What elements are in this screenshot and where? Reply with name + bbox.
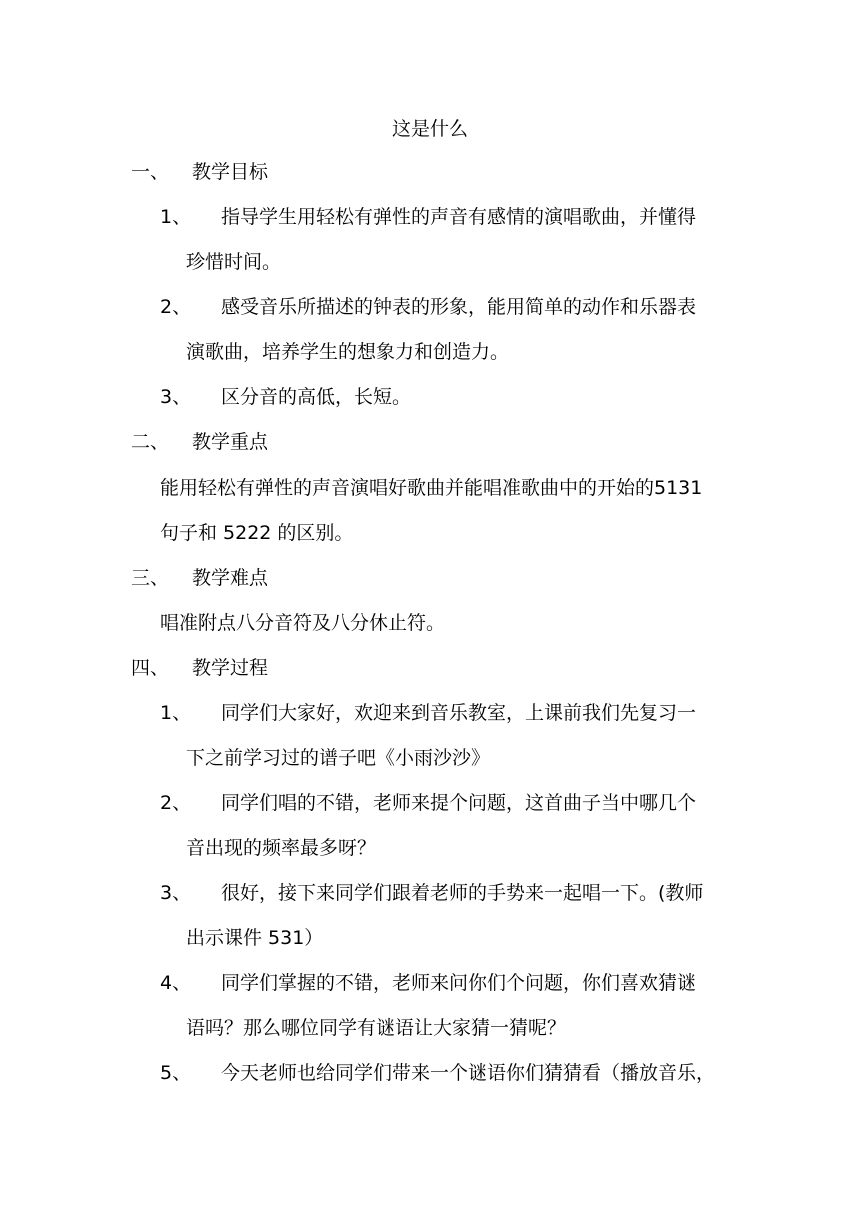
document-title: 这是什么 (391, 118, 468, 140)
goal-item-3-text: 区分音的高低，长短。 (221, 386, 412, 408)
process-item-1-number: 1、 (160, 702, 192, 724)
goal-item-2-number: 2、 (160, 296, 192, 318)
process-item-4-continuation: 语吗？那么哪位同学有谜语让大家猜一猜呢？ (186, 1017, 567, 1039)
section-2-number: 二、 (131, 431, 170, 453)
difficulty-paragraph: 唱准附点八分音符及八分休止符。 (160, 612, 446, 634)
process-item-3-number: 3、 (160, 882, 192, 904)
process-item-1-continuation: 下之前学习过的谱子吧《小雨沙沙》 (186, 747, 491, 769)
process-item-4-number: 4、 (160, 972, 192, 994)
section-4-heading: 教学过程 (192, 657, 269, 679)
goal-item-1-continuation: 珍惜时间。 (186, 251, 282, 273)
section-3-number: 三、 (131, 567, 170, 589)
process-item-5-text: 今天老师也给同学们带来一个谜语你们猜猜看（播放音乐， (221, 1062, 716, 1084)
section-3-heading: 教学难点 (192, 567, 269, 589)
section-4-number: 四、 (131, 657, 170, 679)
process-item-4-text: 同学们掌握的不错，老师来问你们个问题，你们喜欢猜谜 (221, 972, 697, 994)
section-2-heading: 教学重点 (192, 431, 269, 453)
section-1-heading: 教学目标 (192, 161, 269, 183)
process-item-2-text: 同学们唱的不错，老师来提个问题，这首曲子当中哪几个 (221, 792, 697, 814)
goal-item-3-number: 3、 (160, 386, 192, 408)
goal-item-2-text: 感受音乐所描述的钟表的形象，能用简单的动作和乐器表 (221, 296, 697, 318)
key-point-paragraph-line-1: 能用轻松有弹性的声音演唱好歌曲并能唱准歌曲中的开始的5131 (160, 477, 703, 499)
goal-item-2-continuation: 演歌曲，培养学生的想象力和创造力。 (186, 341, 510, 363)
process-item-5-number: 5、 (160, 1062, 192, 1084)
process-item-3-text: 很好，接下来同学们跟着老师的手势来一起唱一下。(教师 (221, 882, 704, 904)
section-1-number: 一、 (131, 161, 170, 183)
process-item-3-continuation: 出示课件 531） (186, 927, 324, 949)
process-item-2-continuation: 音出现的频率最多呀？ (186, 837, 377, 859)
goal-item-1-number: 1、 (160, 206, 192, 228)
process-item-1-text: 同学们大家好，欢迎来到音乐教室，上课前我们先复习一 (221, 702, 697, 724)
goal-item-1-text: 指导学生用轻松有弹性的声音有感情的演唱歌曲，并懂得 (221, 206, 697, 228)
key-point-paragraph-line-2: 句子和 5222 的区别。 (160, 522, 354, 544)
process-item-2-number: 2、 (160, 792, 192, 814)
